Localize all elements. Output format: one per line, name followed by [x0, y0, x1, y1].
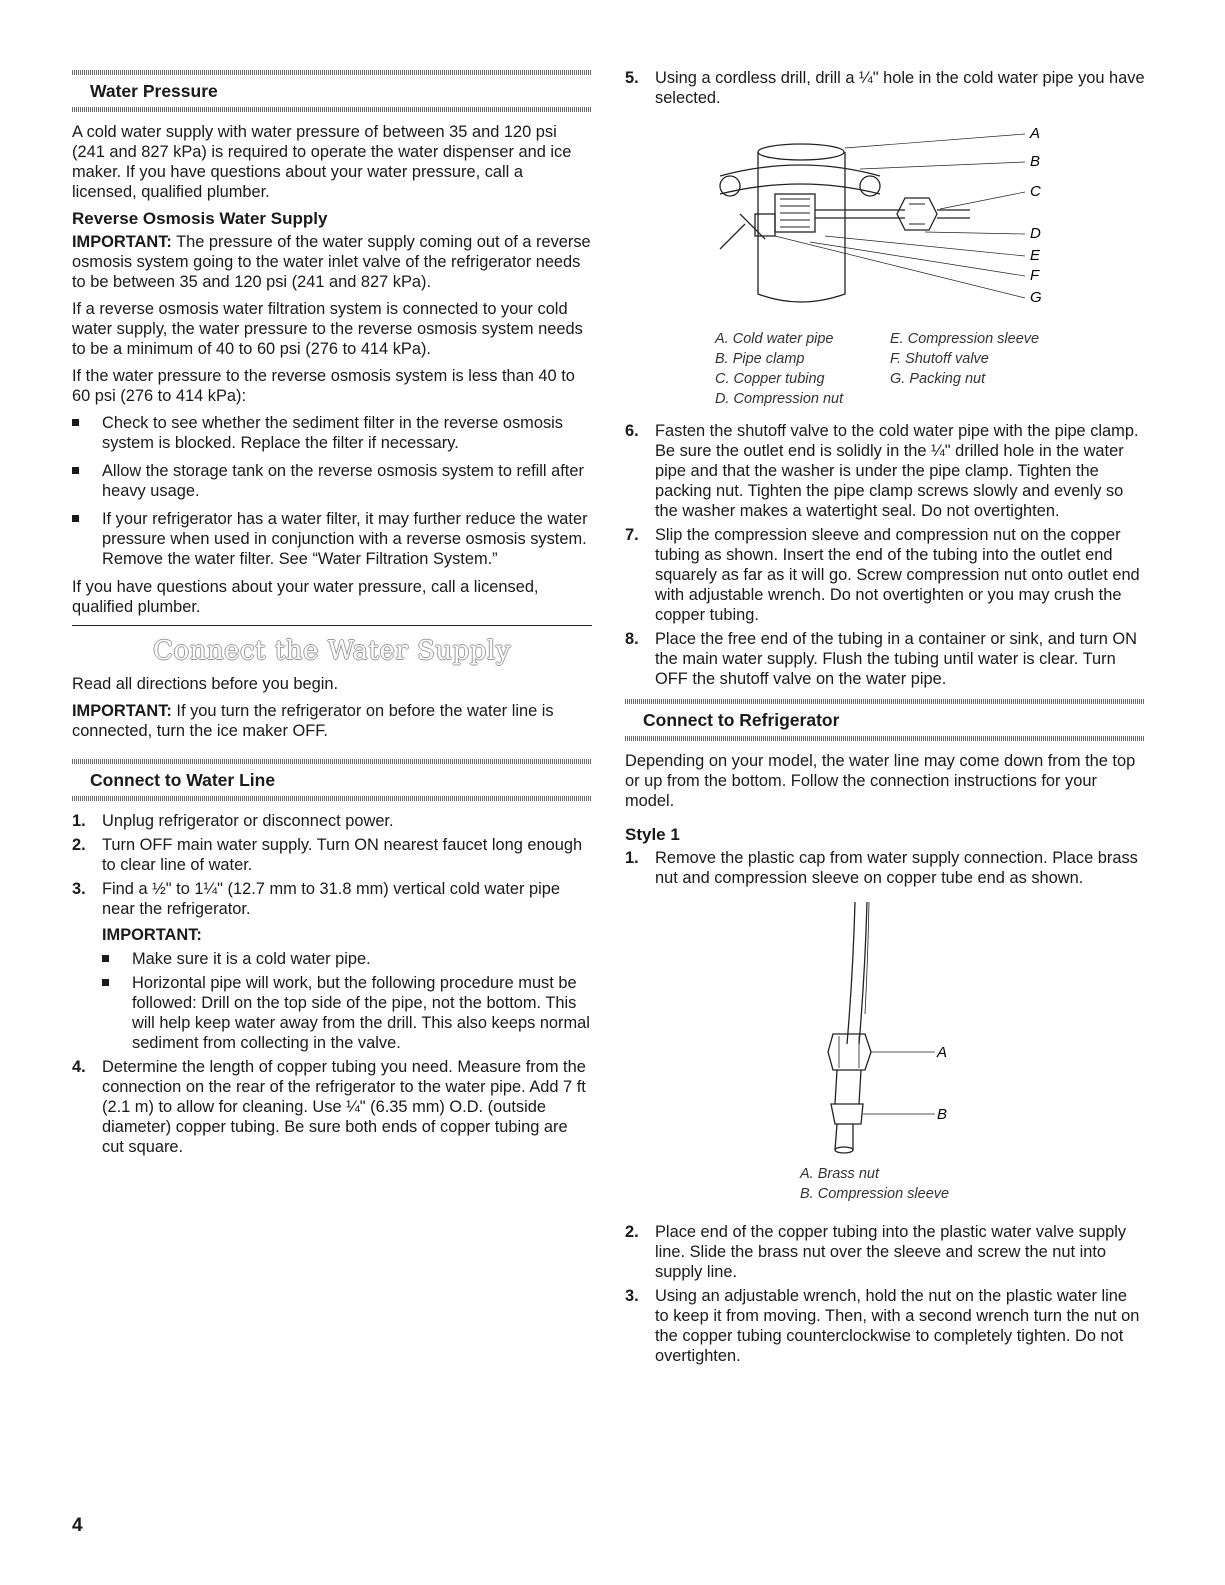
step-number: 3. — [625, 1287, 639, 1305]
section-title: Connect the Water Supply — [153, 636, 511, 666]
right-column — [625, 62, 1145, 1372]
subsection-heading: Reverse Osmosis Water Supply — [72, 209, 328, 228]
callout-f: F — [1030, 267, 1040, 284]
subsection-heading: Style 1 — [625, 825, 680, 844]
water-pressure-section-header — [72, 70, 592, 112]
figure-caption — [800, 1164, 1145, 1204]
section-heading: Connect to Water Line — [90, 770, 276, 790]
figure-caption — [715, 329, 1145, 409]
step-number: 1. — [72, 812, 86, 830]
step-item — [625, 1222, 1145, 1282]
step-number: 4. — [72, 1058, 86, 1076]
step-number: 2. — [72, 836, 86, 854]
caption-line: E. Compression sleeve — [890, 331, 1040, 347]
step-item — [625, 421, 1145, 521]
step-text: Remove the plastic cap from water supply connection. Place brass nut and compression sleeve on copper tube end as shown. — [655, 849, 1138, 887]
numbered-steps — [625, 421, 1145, 689]
step-text: Place the free end of the tubing in a container or sink, and turn ON the main water supply. Flush the tubing until water is clear. Turn OFF the shutoff valve on the water pipe. — [655, 630, 1137, 688]
caption-line: A. Brass nut — [800, 1166, 879, 1182]
callout-d: D — [1030, 225, 1041, 242]
callout-b: B — [1030, 153, 1041, 170]
bullet-list — [72, 413, 592, 569]
important-label: IMPORTANT: — [102, 926, 202, 944]
paragraph: If the water pressure to the reverse osmosis system is less than 40 to 60 psi (276 to 414 kPa): — [72, 367, 575, 405]
step-item — [625, 848, 1145, 888]
list-item: Allow the storage tank on the reverse osmosis system to refill after heavy usage. — [72, 461, 592, 501]
numbered-steps — [625, 68, 1145, 108]
step-item — [72, 1057, 592, 1157]
callout-a: A — [937, 1044, 948, 1061]
step-text: Place end of the copper tubing into the plastic water valve supply line. Slide the brass nut over the sleeve and screw the nut into supply line. — [655, 1223, 1127, 1281]
step-item — [72, 879, 592, 1053]
list-item: Check to see whether the sediment filter in the reverse osmosis system is blocked. Replace the filter if necessary. — [72, 413, 592, 453]
step-number: 7. — [625, 526, 639, 544]
step-number: 6. — [625, 422, 639, 440]
paragraph: Depending on your model, the water line may come down from the top or up from the bottom. Follow the connection instructions for your model. — [625, 752, 1136, 810]
step-item — [625, 1286, 1145, 1366]
step-item — [72, 835, 592, 875]
important-text: The pressure of the water supply coming out of a reverse osmosis system going to the water inlet valve of the refrigerator needs to be between 35 and 120 psi (241 and 827 kPa). — [72, 233, 591, 291]
paragraph: A cold water supply with water pressure of between 35 and 120 psi (241 and 827 kPa) is required to operate the water dispenser and ice maker. If you have questions about your water pressure, call a licensed, qualified plumber. — [72, 123, 572, 201]
page-number: 4 — [72, 1515, 83, 1536]
caption-line: B. Pipe clamp — [715, 351, 805, 367]
bullet-list — [102, 949, 592, 1053]
caption-column-right — [890, 329, 1070, 409]
numbered-steps — [72, 811, 592, 1157]
list-item: Make sure it is a cold water pipe. — [102, 949, 592, 969]
brass-nut-diagram — [625, 894, 1145, 1164]
shutoff-valve-diagram — [625, 114, 1145, 329]
numbered-steps — [625, 848, 1145, 888]
numbered-steps — [625, 1222, 1145, 1366]
caption-column-left — [715, 329, 890, 409]
important-text: If you turn the refrigerator on before the water line is connected, turn the ice maker OFF. — [72, 702, 554, 740]
section-heading: Connect to Refrigerator — [643, 710, 840, 730]
step-text: Slip the compression sleeve and compression nut on the copper tubing as shown. Insert the end of the tubing into the outlet end squarely as far as it will go. Screw compression nut onto outlet end with adjustable wrench. Do not overtighten or you may crush the copper tubing. — [655, 526, 1140, 624]
important-paragraph — [72, 701, 592, 741]
callout-a: A — [1030, 125, 1041, 142]
step-item — [625, 629, 1145, 689]
step-number: 1. — [625, 849, 639, 867]
caption-line: F. Shutoff valve — [890, 351, 989, 367]
left-column — [72, 62, 592, 1163]
important-label: IMPORTANT: — [72, 702, 172, 720]
step-number: 2. — [625, 1223, 639, 1241]
step-number: 5. — [625, 69, 639, 87]
step-item — [625, 68, 1145, 108]
caption-line: B. Compression sleeve — [800, 1186, 950, 1202]
callout-g: G — [1030, 289, 1042, 306]
water-line-section-header — [72, 759, 592, 801]
paragraph: If you have questions about your water pressure, call a licensed, qualified plumber. — [72, 578, 539, 616]
caption-line: D. Compression nut — [715, 391, 844, 407]
step-text: Determine the length of copper tubing you need. Measure from the connection on the rear of the refrigerator to the water pipe. Add 7 ft (2.1 m) to allow for cleaning. Use ¼" (6.35 mm) O.D. (outside diameter) copper tubing. Be sure both ends of copper tubing are cut square. — [102, 1058, 586, 1156]
caption-line: G. Packing nut — [890, 371, 986, 387]
step-number: 8. — [625, 630, 639, 648]
paragraph: Read all directions before you begin. — [72, 675, 339, 693]
step-item — [72, 811, 592, 831]
step-number: 3. — [72, 880, 86, 898]
step-text: Unplug refrigerator or disconnect power. — [102, 812, 394, 830]
hatch-divider — [72, 796, 592, 801]
callout-b: B — [937, 1106, 948, 1123]
section-heading: Water Pressure — [90, 81, 218, 101]
connect-fridge-section-header — [625, 699, 1145, 741]
step-text: Using an adjustable wrench, hold the nut on the plastic water line to keep it from moving. Then, with a second wrench turn the nut on the copper tubing counterclockwise to completely tighten. Do not overtighten. — [655, 1287, 1140, 1365]
important-paragraph — [72, 232, 592, 292]
paragraph: If a reverse osmosis water filtration system is connected to your cold water supply, the water pressure to the reverse osmosis system needs to be a minimum of 40 to 60 psi (276 to 414 kPa). — [72, 300, 583, 358]
list-item: If your refrigerator has a water filter, it may further reduce the water pressure when used in conjunction with a reverse osmosis system. Remove the water filter. See “Water Filtration System.” — [72, 509, 592, 569]
step-text: Turn OFF main water supply. Turn ON nearest faucet long enough to clear line of water. — [102, 836, 583, 874]
hatch-divider — [625, 736, 1145, 741]
step-item — [625, 525, 1145, 625]
callout-c: C — [1030, 183, 1041, 200]
section-rule — [72, 625, 592, 626]
step-text: Using a cordless drill, drill a ¼" hole in the cold water pipe you have selected. — [655, 69, 1145, 107]
important-label: IMPORTANT: — [72, 233, 172, 251]
hatch-divider — [72, 107, 592, 112]
list-item: Horizontal pipe will work, but the following procedure must be followed: Drill on the top side of the pipe, not the bottom. This will help keep water away from the drill. This also keeps normal sediment from collecting in the valve. — [102, 973, 592, 1053]
step-text: Find a ½" to 1¼" (12.7 mm to 31.8 mm) vertical cold water pipe near the refrigerator. — [102, 880, 561, 918]
callout-e: E — [1030, 247, 1041, 264]
caption-line: A. Cold water pipe — [715, 331, 834, 347]
step-text: Fasten the shutoff valve to the cold water pipe with the pipe clamp. Be sure the outlet end is solidly in the ¼" drilled hole in the water pipe and that the washer is under the pipe clamp. Tighten the packing nut. Tighten the pipe clamp screws slowly and evenly so the washer makes a watertight seal. Do not overtighten. — [655, 422, 1139, 520]
caption-line: C. Copper tubing — [715, 371, 825, 387]
